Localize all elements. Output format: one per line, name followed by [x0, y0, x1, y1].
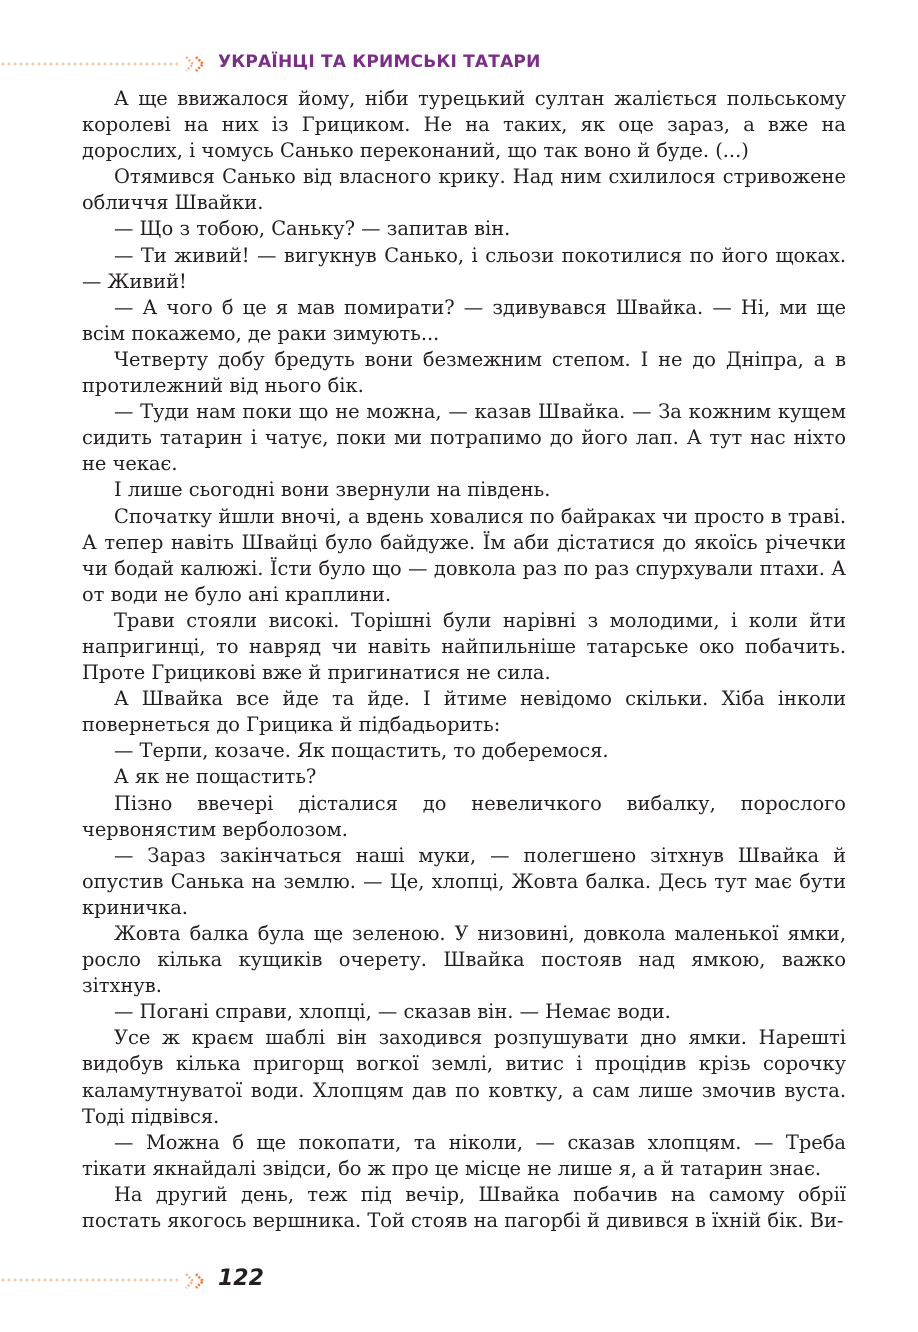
paragraph: А Швайка все йде та йде. І йтиме невідомо скільки. Хіба інколи повернеться до Грицика й підбадьорить:: [82, 687, 846, 737]
page-header: [0, 50, 918, 78]
paragraph: Усе ж краєм шаблі він заходився розпушувати дно ямки. Нарешті видобув кілька пригорщ вогкої землі, витис і процідив крізь сорочку каламутнуватої води. Хлопцям дав по ковтку, а сам лише змочив вуста. Тоді підвівся.: [82, 1026, 846, 1128]
paragraph: — Зараз закінчаться наші муки, — полегшено зітхнув Швайка й опустив Санька на землю. — Це, хлопці, Жовта балка. Десь тут має бути криничка.: [82, 843, 846, 919]
paragraph: — Ти живий! — вигукнув Санько, і сльози покотилися по його щоках. — Живий!: [82, 243, 846, 293]
paragraph: Пізно ввечері дісталися до невеличкого вибалку, порослого червоняcтим верболозом.: [82, 791, 846, 841]
paragraph: Отямився Санько від власного крику. Над ним схилилося стривожене обличчя Швайки.: [82, 165, 846, 215]
paragraph: — Погані справи, хлопці, — сказав він. — Немає води.: [114, 1000, 671, 1024]
page-footer: [0, 1264, 918, 1298]
paragraph: На другий день, теж під вечір, Швайка побачив на самому обрії постать якогось вершника. Той стояв на пагорбі й дивився в їхній бік. Ви-: [82, 1182, 846, 1233]
paragraph: А як не пощастить?: [114, 765, 317, 789]
double-chevron-right-icon: [184, 1271, 196, 1291]
paragraph: І лише сьогодні вони звернули на південь.: [114, 478, 551, 502]
page-number: 122: [218, 1266, 264, 1291]
paragraph: — А чого б це я мав помирати? — здивувався Швайка. — Ні, ми ще всім покажемо, де раки зимують...: [82, 295, 846, 345]
footer-dotted-line: [0, 1278, 178, 1282]
story-text: [82, 86, 846, 1234]
paragraph: Спочатку йшли вночі, а вдень ховалися по байраках чи просто в траві. А тепер навіть Швайці було байдуже. Їм аби дістатися до якоїсь річечки чи бодай калюжі. Їсти було що — довкола раз по раз спурхували птахи. А от води не було ані краплини.: [82, 504, 846, 606]
paragraph: — Туди нам поки що не можна, — казав Швайка. — За кожним кущем сидить татарин і чатує, поки ми потрапимо до його лап. А тут нас ніхто не чекає.: [82, 400, 846, 476]
paragraph: А ще ввижалося йому, ніби турецький султан жаліється польському королеві на них із Грициком. Не на таких, як оце зараз, а вже на дорослих, і чомусь Санько переконаний, що так воно й буде. (...): [82, 87, 846, 163]
paragraph: Четверту добу бредуть вони безмежним степом. І не до Дніпра, а в протилежний від нього бік.: [82, 347, 846, 398]
double-chevron-right-icon: [184, 54, 196, 74]
paragraph: — Що з тобою, Саньку? — запитав він.: [114, 217, 511, 241]
paragraph: Жовта балка була ще зеленою. У низовині, довкола маленької ямки, росло кілька кущиків очерету. Швайка постояв над ямкою, важко зітхнув.: [82, 922, 846, 998]
header-dotted-line: [0, 62, 178, 66]
paragraph: — Терпи, козаче. Як пощастить, то доберемося.: [114, 739, 609, 763]
paragraph: — Можна б ще покопати, та ніколи, — сказав хлопцям. — Треба тікати якнайдалі звідси, бо ж про це місце не лише я, а й татарин знає.: [82, 1130, 846, 1180]
section-title: УКРАЇНЦІ ТА КРИМСЬКІ ТАТАРИ: [218, 52, 541, 72]
paragraph: Трави стояли високі. Торішні були нарівні з молодими, і коли йти напригинці, то навряд чи навіть найпильніше татарське око побачить. Проте Грицикові вже й пригинатися не сила.: [82, 608, 846, 685]
